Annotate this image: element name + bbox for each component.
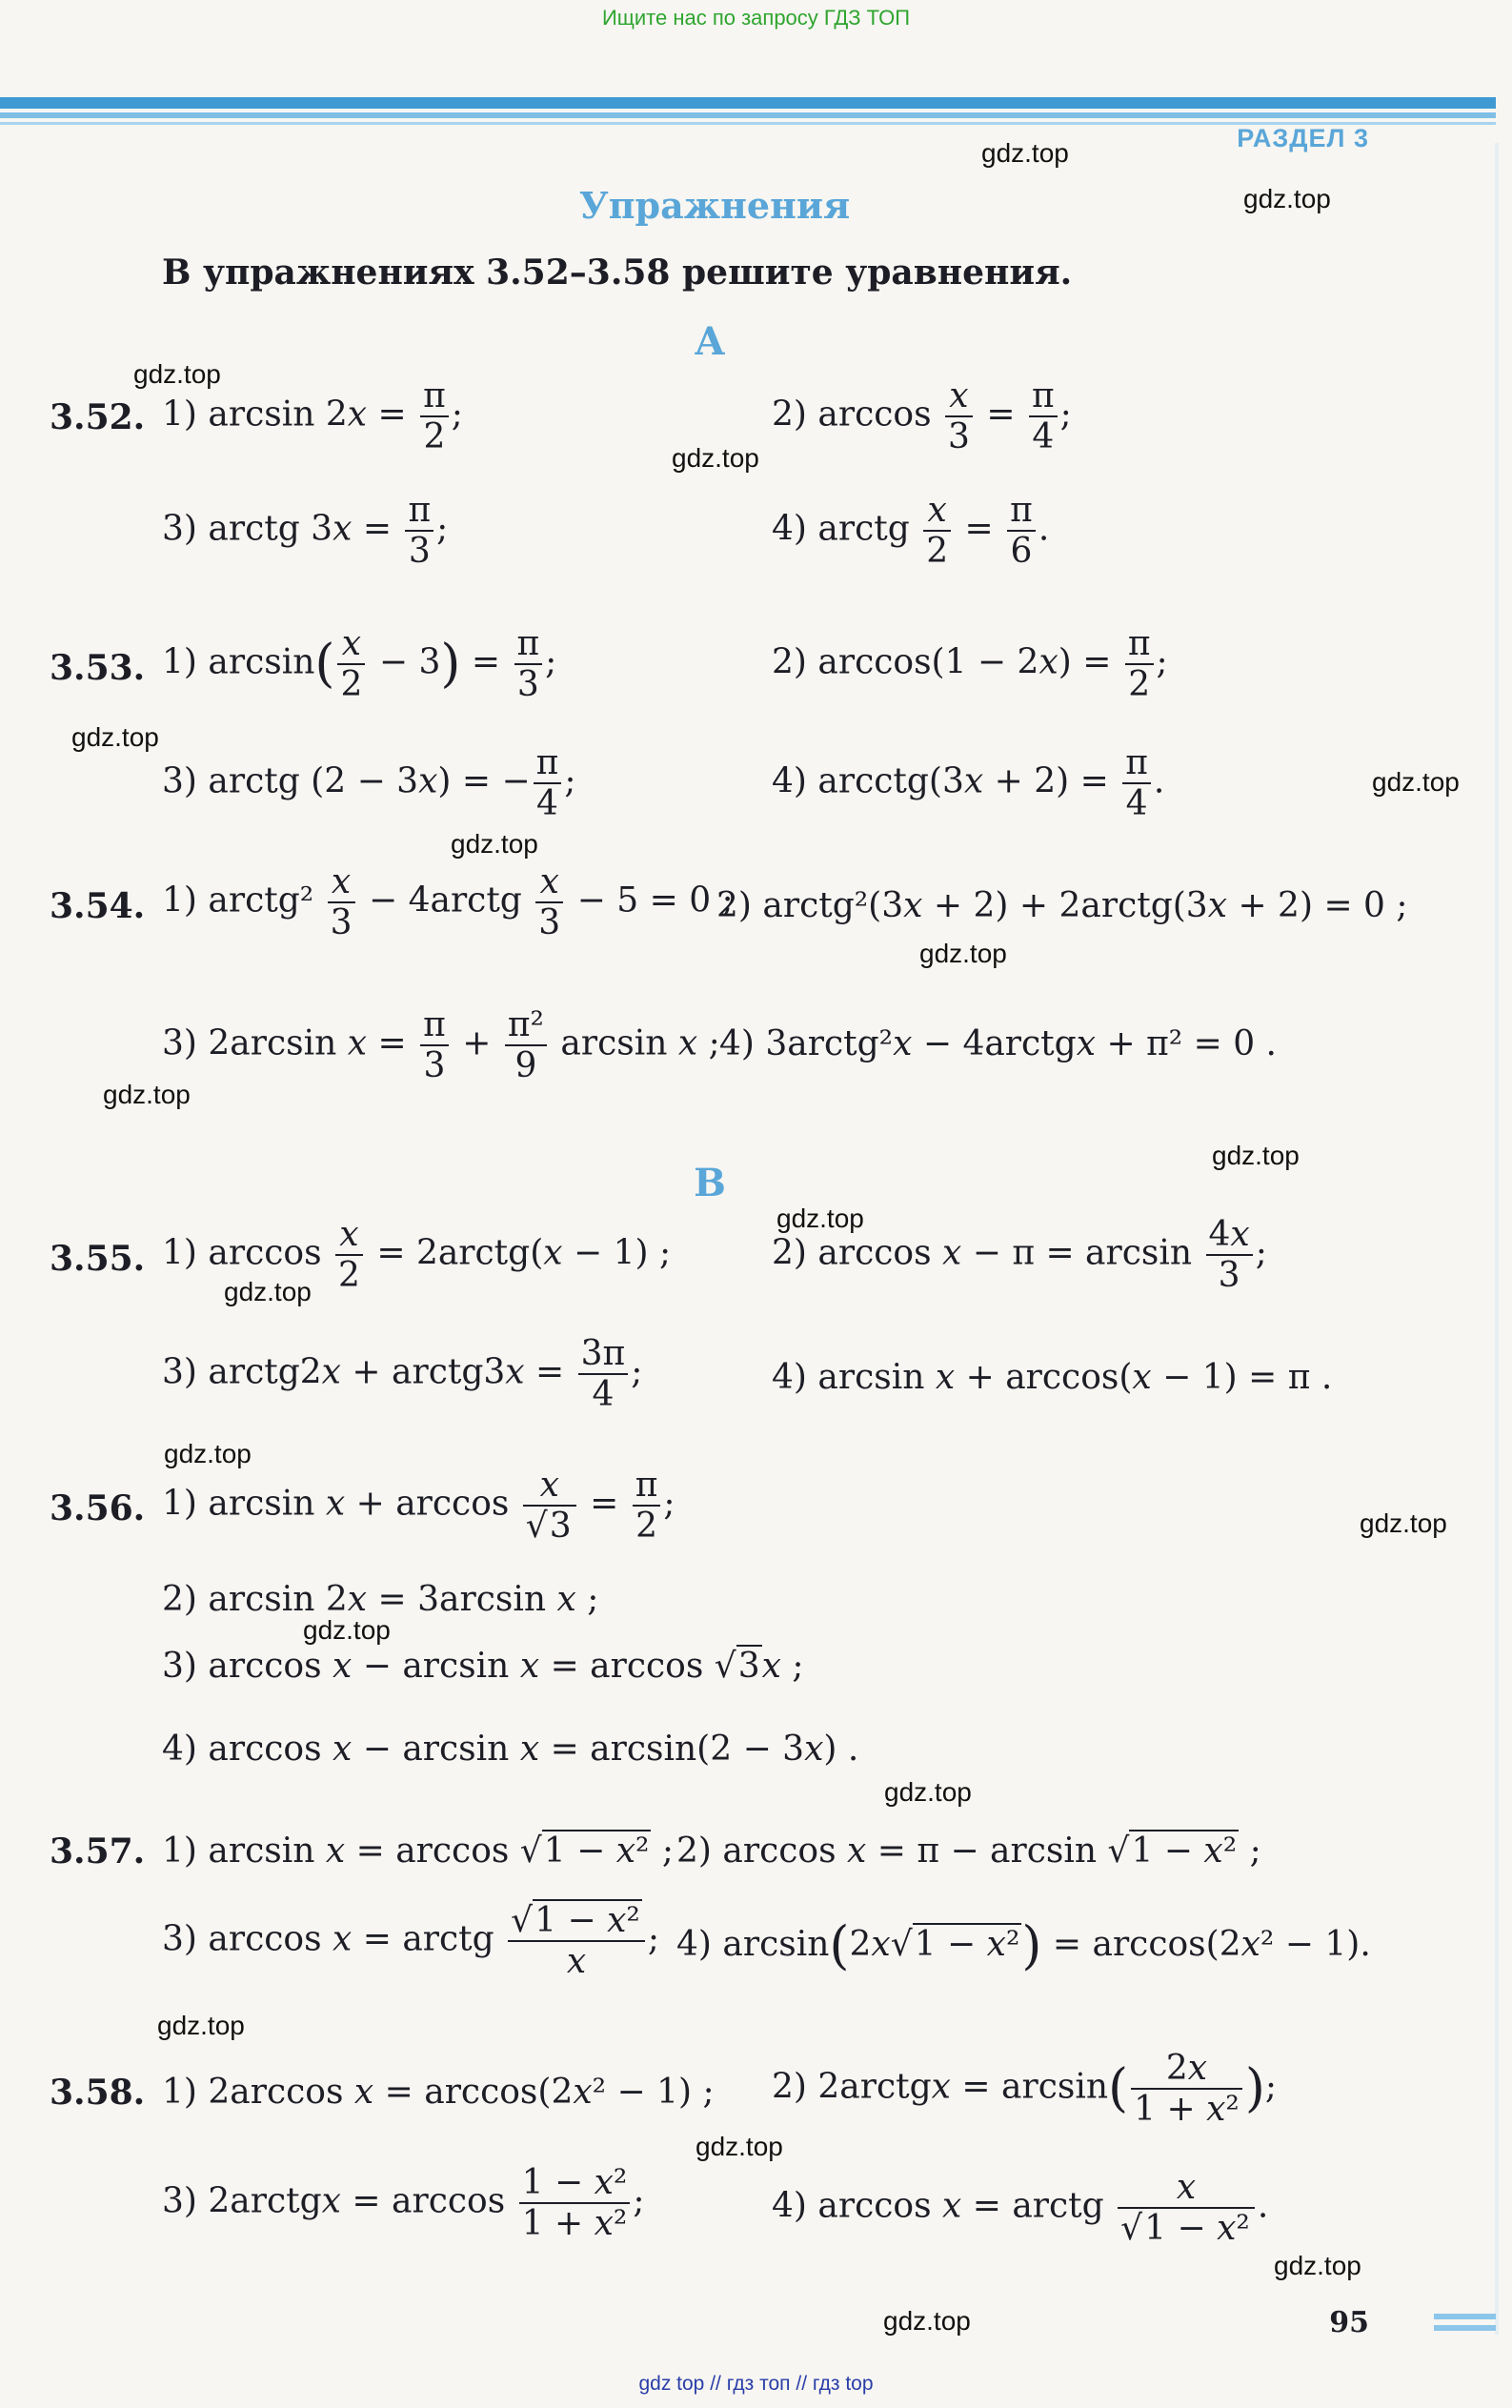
equation: 4) arcctg(3x + 2) = $\frac{\pi}{4}$ .: [772, 743, 1165, 824]
exercise-number: 3.56.: [50, 1488, 146, 1528]
watermark: gdz.top: [303, 1615, 391, 1645]
equation: 1) arctg² $\frac{x}{3}$ − 4arctg $\frac{x}{3}$ − 5 = 0 ;: [162, 862, 734, 943]
equation: 1) arcsin( $\frac{x}{2}$ − 3) = $\frac{\pi}{3}$ ;: [162, 624, 557, 705]
equation: 2) arccos(1 − 2x) = $\frac{\pi}{2}$ ;: [772, 624, 1168, 705]
equation: 3) 2arctgx = arccos $\frac{\text{1 − x²}}{\text{1 + x²}}$ ;: [162, 2163, 645, 2244]
watermark: gdz.top: [1372, 767, 1460, 797]
equation: 3) arccos x − arcsin x = arccos √3x ;: [162, 1647, 804, 1686]
equation: 2) 2arctgx = arcsin( $\frac{2x}{\text{1 + x²}}$ );: [772, 2049, 1278, 2130]
equation: 3) arctg (2 − 3x) = − $\frac{\pi}{4}$ ;: [162, 743, 576, 824]
equation: 4) arccos x = arctg $\frac{x}{\text{√1 − x²}}$ .: [772, 2168, 1269, 2249]
watermark: gdz.top: [451, 829, 538, 859]
equation: 2) arccos x − π = arcsin $\frac{4x}{3}$ ;: [772, 1215, 1267, 1296]
equation: 4) arcsin(2x√1 − x²) = arccos(2x² − 1).: [676, 1915, 1371, 1975]
watermark: gdz.top: [71, 722, 159, 752]
header-stripe: [0, 112, 1496, 118]
equation: 3) arccos x = arctg $\frac{\text{√1 − x²}}{x}$ ;: [162, 1901, 659, 1982]
equation: 2) arctg²(3x + 2) + 2arctg(3x + 2) = 0 ;: [716, 886, 1408, 925]
watermark: gdz.top: [224, 1277, 312, 1306]
level-b-heading: В: [694, 1161, 726, 1205]
watermark: gdz.top: [164, 1439, 252, 1468]
equation: 1) 2arccos x = arccos(2x² − 1) ;: [162, 2073, 715, 2112]
watermark: gdz.top: [672, 443, 759, 473]
watermark: gdz.top: [1274, 2251, 1361, 2280]
page-number: 95: [1329, 2306, 1369, 2339]
equation: 1) arcsin x = arccos √1 − x² ;: [162, 1831, 675, 1871]
watermark: gdz.top: [919, 939, 1007, 968]
exercise-number: 3.57.: [50, 1831, 146, 1872]
instructions: В упражнениях 3.52–3.58 решите уравнения.: [162, 253, 1073, 293]
equation: 2) arccos $\frac{x}{3}$ = $\frac{\pi}{4}$ ;: [772, 376, 1072, 457]
footer-links[interactable]: gdz top // гдз топ // гдз top: [638, 2373, 874, 2395]
watermark: gdz.top: [884, 1777, 972, 1807]
equation: 1) arccos $\frac{x}{2}$ = 2arctg(x − 1) ;: [162, 1215, 672, 1296]
watermark: gdz.top: [883, 2306, 971, 2336]
equation: 2) arcsin 2x = 3arcsin x ;: [162, 1580, 599, 1619]
exercise-number: 3.52.: [50, 397, 146, 437]
watermark: gdz.top: [776, 1204, 864, 1233]
footer-stripe: [1434, 2314, 1496, 2319]
watermark: gdz.top: [981, 138, 1069, 168]
page-edge: [1495, 143, 1499, 2335]
footer-stripe: [1434, 2325, 1496, 2331]
watermark: gdz.top: [157, 2011, 245, 2040]
exercise-number: 3.55.: [50, 1239, 146, 1279]
equation: 1) arcsin 2x = $\frac{\pi}{2}$ ;: [162, 376, 463, 457]
equation: 4) arctg $\frac{x}{2}$ = $\frac{\pi}{6}$ .: [772, 491, 1050, 572]
exercise-number: 3.54.: [50, 886, 146, 926]
exercise-number: 3.53.: [50, 648, 146, 688]
equation: 4) arccos x − arcsin x = arcsin(2 − 3x) .: [162, 1730, 859, 1769]
equation: 4) arcsin x + arccos(x − 1) = π .: [772, 1358, 1333, 1397]
equation: 4) 3arctg²x − 4arctgx + π² = 0 .: [719, 1024, 1277, 1063]
equation: 2) arccos x = π − arcsin √1 − x² ;: [676, 1831, 1261, 1871]
watermark: gdz.top: [1243, 184, 1331, 213]
equation: 3) arctg2x + arctg3x = $\frac{3\pi}{4}$ ;: [162, 1334, 643, 1415]
watermark: gdz.top: [1212, 1141, 1300, 1170]
watermark: gdz.top: [133, 359, 221, 389]
exercise-number: 3.58.: [50, 2073, 146, 2113]
page-title: Упражнения: [578, 184, 851, 227]
watermark: gdz.top: [696, 2132, 783, 2161]
equation: 3) arctg 3x = $\frac{\pi}{3}$ ;: [162, 491, 449, 572]
equation: 3) 2arcsin x = $\frac{\pi}{3}$ + $\frac{\text{π²}}{9}$ arcsin x ;: [162, 1005, 720, 1086]
header-stripe: [0, 97, 1496, 109]
search-hint-link[interactable]: Ищите нас по запросу ГДЗ ТОП: [601, 6, 911, 30]
equation: 1) arcsin x + arccos $\frac{x}{√3}$ = $\frac{\pi}{2}$ ;: [162, 1466, 675, 1547]
watermark: gdz.top: [1360, 1508, 1447, 1538]
watermark: gdz.top: [103, 1080, 191, 1109]
section-label: РАЗДЕЛ 3: [1237, 124, 1369, 152]
level-a-heading: А: [694, 319, 726, 364]
